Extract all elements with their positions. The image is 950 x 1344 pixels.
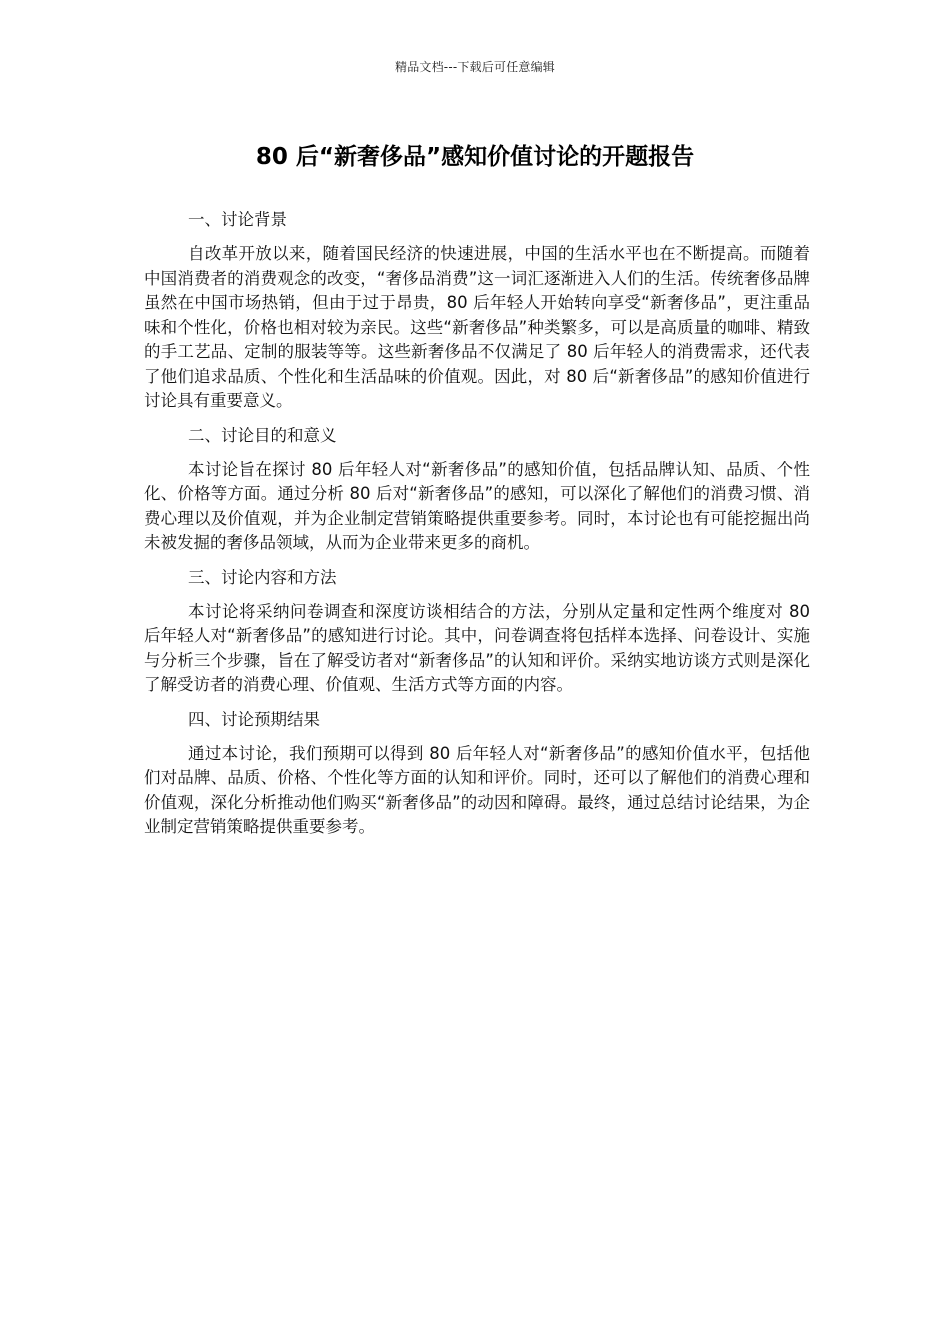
document-body xyxy=(144,208,810,850)
section-background xyxy=(144,208,810,414)
section-heading: 一、讨论背景 xyxy=(188,210,287,229)
section-content-method xyxy=(144,566,810,698)
section-purpose xyxy=(144,424,810,556)
section-expected-results xyxy=(144,708,810,840)
section-paragraph: 自改革开放以来，随着国民经济的快速进展，中国的生活水平也在不断提高。而随着中国消费者的消费观念的改变，“奢侈品消费”这一词汇逐渐进入人们的生活。传统奢侈品牌虽然在中国市场热销，但由于过于昂贵，80 后年轻人开始转向享受“新奢侈品”，更注重品味和个性化，价格也相对较为亲民。这些“新奢侈品”种类繁多，可以是高质量的咖啡、精致的手工艺品、定制的服装等等。这些新奢侈品不仅满足了 80 后年轻人的消费需求，还代表了他们追求品质、个性化和生活品味的价值观。因此，对 80 后“新奢侈品”的感知价值进行讨论具有重要意义。 xyxy=(144,244,810,410)
document-title: 80 后“新奢侈品”感知价值讨论的开题报告 xyxy=(255,144,695,170)
section-heading: 二、讨论目的和意义 xyxy=(188,425,337,445)
section-paragraph: 本讨论旨在探讨 80 后年轻人对“新奢侈品”的感知价值，包括品牌认知、品质、个性化、价格等方面。通过分析 80 后对“新奢侈品”的感知，可以深化了解他们的消费习惯、消费心理以及价值观，并为企业制定营销策略提供重要参考。同时，本讨论也有可能挖掘出尚未被发掘的奢侈品领域，从而为企业带来更多的商机。 xyxy=(144,459,810,552)
section-heading: 四、讨论预期结果 xyxy=(188,709,320,729)
section-paragraph: 本讨论将采纳问卷调查和深度访谈相结合的方法，分别从定量和定性两个维度对 80 后年轻人对“新奢侈品”的感知进行讨论。其中，问卷调查将包括样本选择、问卷设计、实施与分析三个步骤，旨在了解受访者对“新奢侈品”的认知和评价。采纳实地访谈方式则是深化了解受访者的消费心理、价值观、生活方式等方面的内容。 xyxy=(144,601,810,694)
section-heading: 三、讨论内容和方法 xyxy=(188,567,337,587)
section-paragraph: 通过本讨论，我们预期可以得到 80 后年轻人对“新奢侈品”的感知价值水平，包括他们对品牌、品质、价格、个性化等方面的认知和评价。同时，还可以了解他们的消费心理和价值观，深化分析推动他们购买“新奢侈品”的动因和障碍。最终，通过总结讨论结果，为企业制定营销策略提供重要参考。 xyxy=(144,743,810,836)
header-note: 精品文档---下载后可任意编辑 xyxy=(395,60,555,74)
